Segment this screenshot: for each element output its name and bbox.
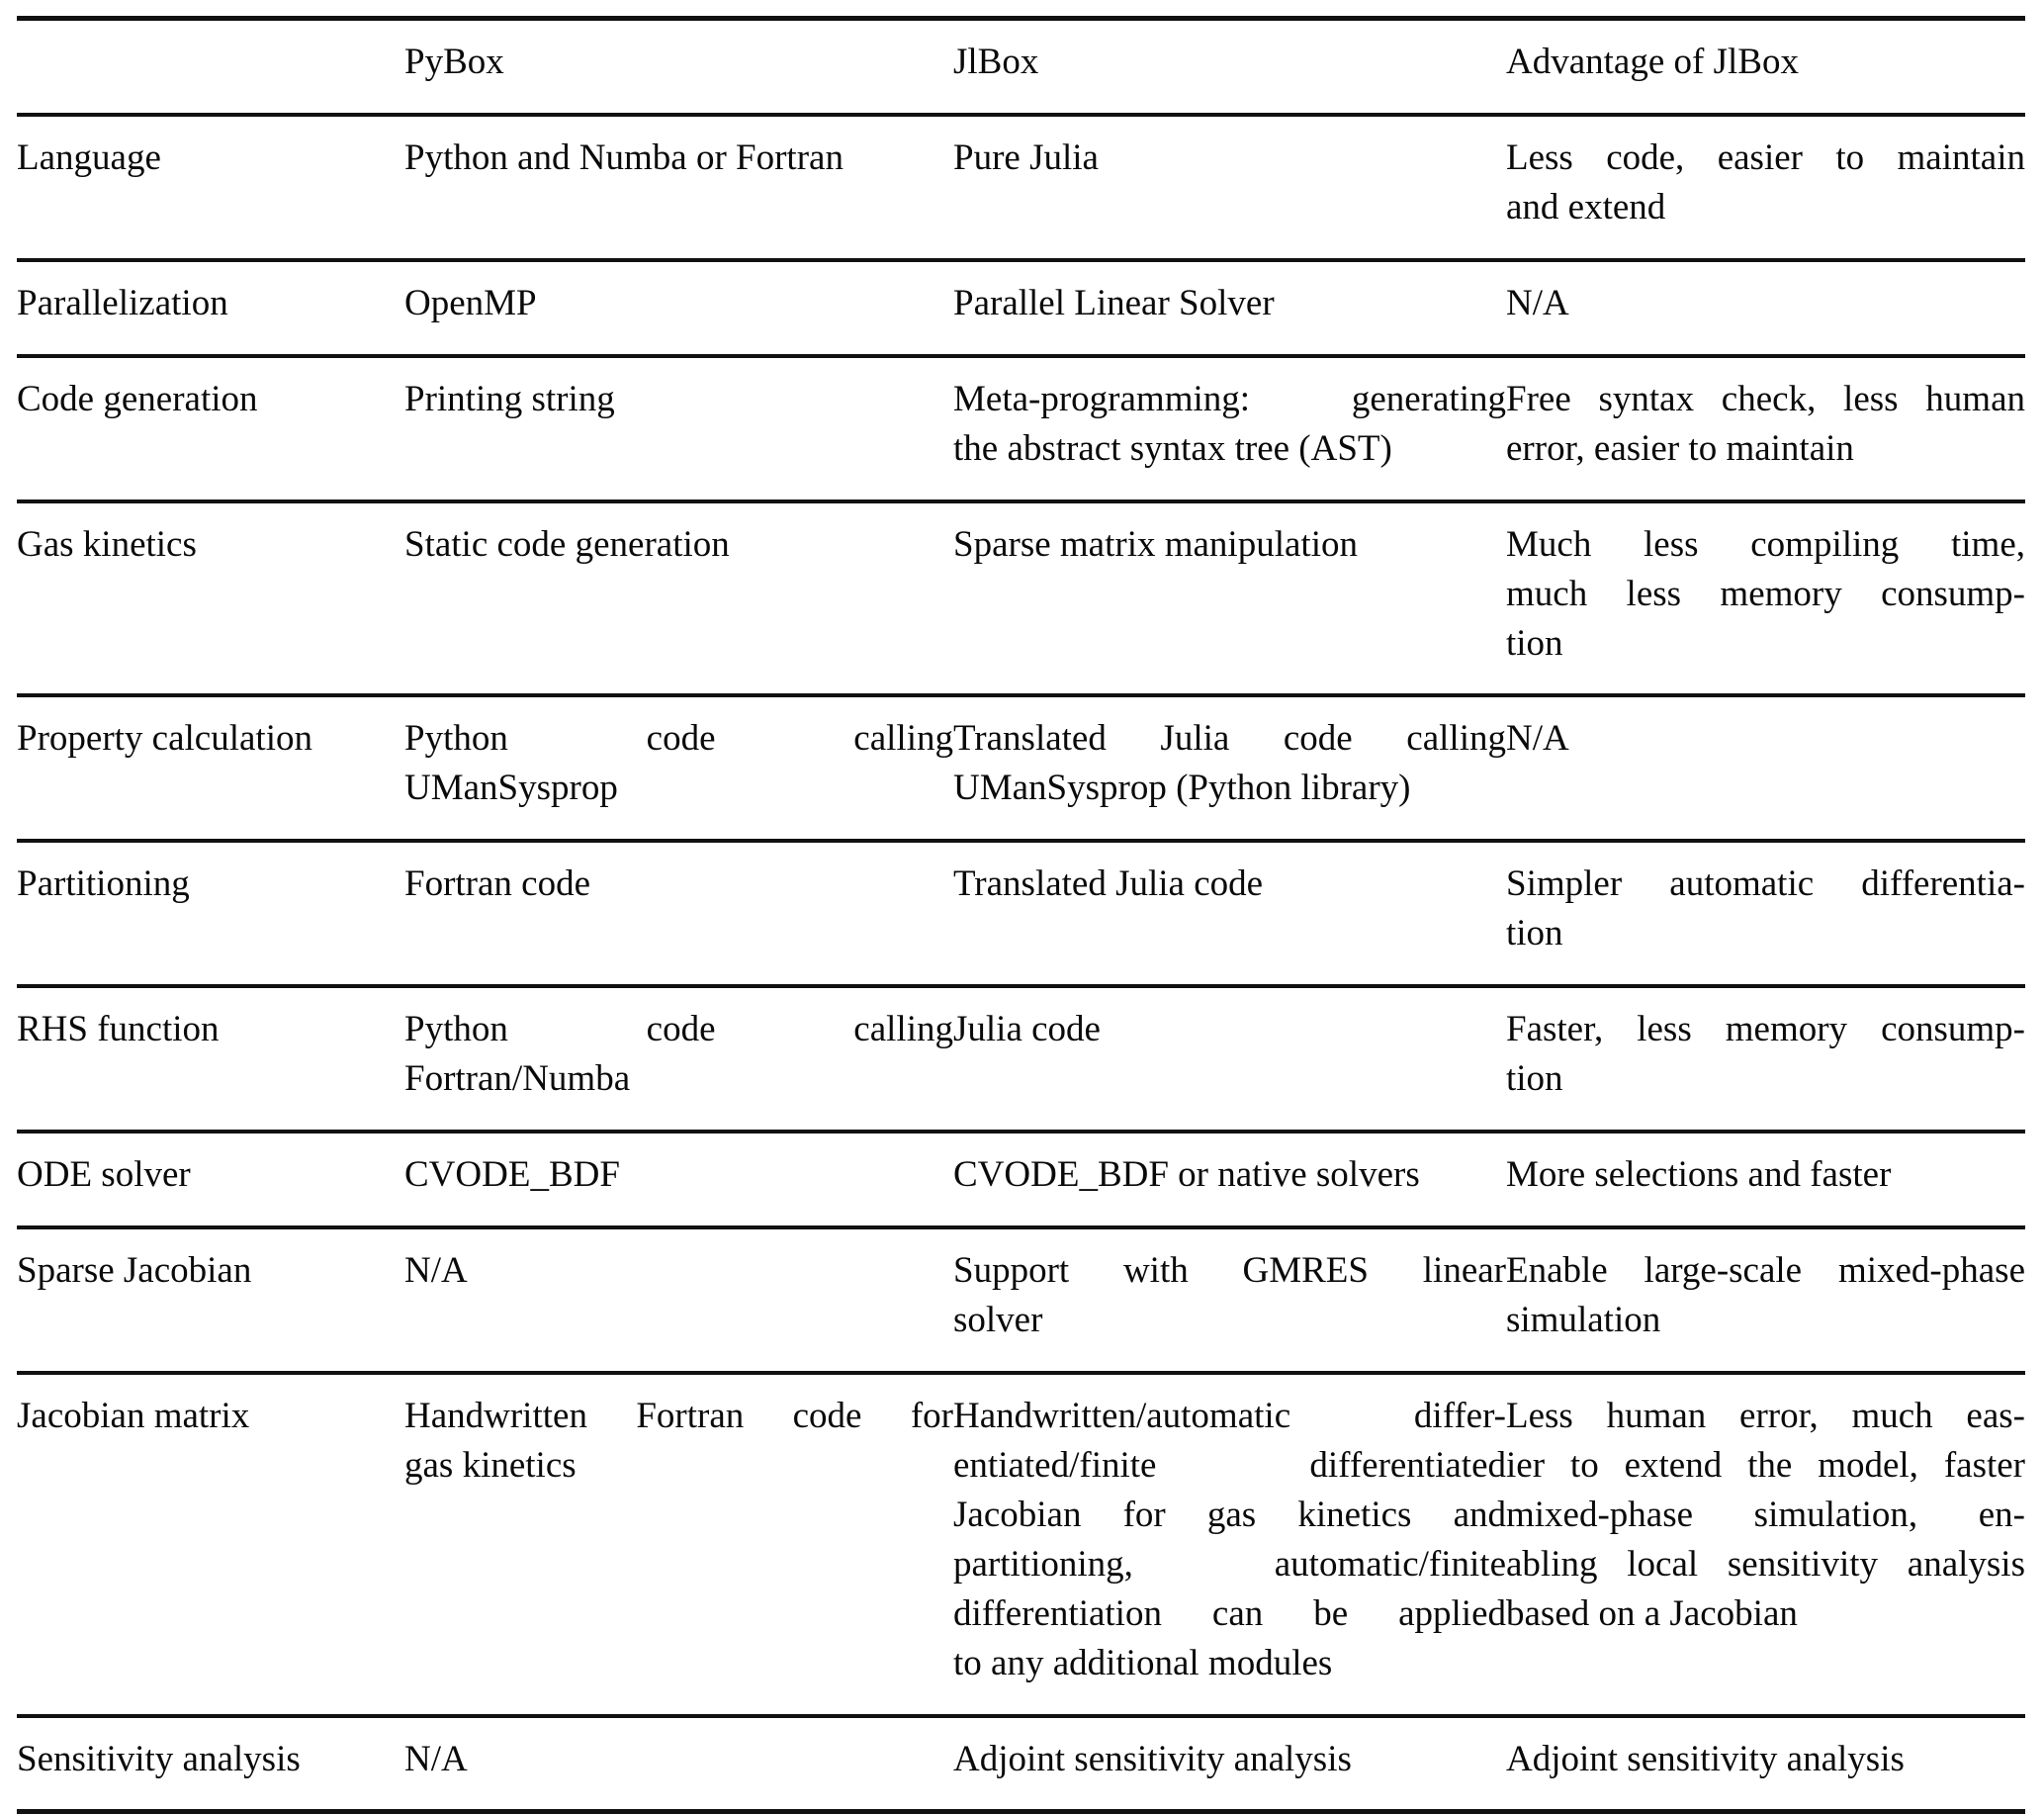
column-header-pybox: PyBox [404,19,953,115]
cell-line: Adjoint sensitivity analysis [1506,1738,1905,1779]
cell-line: entiated/finite differentiated [953,1444,1506,1486]
column-header-feature [17,19,404,115]
table-row [17,356,2025,501]
cell-line: Less human error, much eas- [1506,1395,2025,1436]
table-cell-feature [17,1373,404,1716]
cell-line: partitioning, automatic/finite [953,1543,1506,1585]
table-cell-feature [17,1716,404,1812]
cell-line: abling local sensitivity analysis [1506,1543,2025,1585]
table-cell-advantage [1506,115,2025,260]
table-row [17,115,2025,260]
cell-line: error, easier to maintain [1506,427,1854,469]
cell-line: ier to extend the model, faster [1506,1444,2025,1486]
cell-line: Sparse matrix manipulation [953,523,1358,565]
cell-line: to any additional modules [953,1642,1333,1683]
cell-line: Sensitivity analysis [17,1738,301,1779]
cell-line: Adjoint sensitivity analysis [953,1738,1352,1779]
cell-line: Julia code [953,1009,1101,1050]
cell-line: gas kinetics [404,1444,577,1486]
cell-line: and extend [1506,186,1666,227]
cell-line: the abstract syntax tree (AST) [953,427,1392,469]
cell-line: Jacobian for gas kinetics and [953,1494,1506,1535]
table-cell-jlbox [953,841,1506,986]
cell-line: Jacobian matrix [17,1395,250,1436]
table-row [17,695,2025,841]
column-header-advantage: Advantage of JlBox [1506,19,2025,115]
cell-line: N/A [404,1250,468,1291]
cell-line: Much less compiling time, [1506,523,2025,565]
cell-line: Parallel Linear Solver [953,282,1275,323]
table-cell-feature [17,356,404,501]
table-row [17,1716,2025,1812]
cell-line: Property calculation [17,718,312,760]
cell-line: Printing string [404,378,615,419]
cell-line: Meta-programming: generating [953,378,1506,419]
table-cell-pybox [404,501,953,696]
table-cell-pybox [404,695,953,841]
cell-line: Enable large-scale mixed-phase [1506,1250,2025,1291]
cell-line: ODE solver [17,1154,191,1196]
table-cell-advantage [1506,1227,2025,1373]
cell-line: simulation [1506,1299,1661,1340]
cell-line: Static code generation [404,523,730,565]
table-cell-jlbox [953,356,1506,501]
cell-line: much less memory consump- [1506,573,2025,614]
comparison-table-container [17,16,2025,1814]
table-cell-pybox [404,356,953,501]
cell-line: Handwritten Fortran code for [404,1395,953,1436]
table-cell-feature [17,501,404,696]
table-cell-pybox [404,986,953,1132]
table-cell-advantage [1506,1373,2025,1716]
table-cell-jlbox [953,1373,1506,1716]
cell-line: Faster, less memory consump- [1506,1009,2025,1050]
table-body [17,115,2025,1814]
cell-line: solver [953,1299,1043,1340]
cell-line: UManSysprop [404,768,618,809]
cell-line: Pure Julia [953,136,1099,178]
cell-line: tion [1506,913,1563,954]
table-cell-advantage [1506,501,2025,696]
table-cell-jlbox [953,986,1506,1132]
table-cell-feature [17,1132,404,1227]
table-cell-pybox [404,1227,953,1373]
cell-line: Parallelization [17,282,228,323]
table-cell-feature [17,841,404,986]
cell-line: Fortran/Numba [404,1058,631,1100]
table-cell-pybox [404,841,953,986]
table-cell-advantage [1506,1132,2025,1227]
cell-line: Language [17,136,161,178]
table-cell-jlbox [953,1716,1506,1812]
cell-line: Simpler automatic differentia- [1506,863,2025,905]
table-cell-jlbox [953,695,1506,841]
table-row [17,1373,2025,1716]
cell-line: Fortran code [404,863,591,905]
cell-line: N/A [1506,282,1569,323]
table-row [17,501,2025,696]
cell-line: Code generation [17,378,258,419]
table-row [17,1227,2025,1373]
cell-line: Partitioning [17,863,190,905]
table-cell-feature [17,260,404,356]
cell-line: based on a Jacobian [1506,1592,1798,1634]
table-cell-advantage [1506,260,2025,356]
cell-line: tion [1506,622,1563,664]
cell-line: CVODE_BDF or native solvers [953,1154,1420,1196]
table-header [17,19,2025,115]
cell-line: differentiation can be applied [953,1592,1506,1634]
cell-line: Python code calling [404,1009,953,1050]
cell-line: RHS function [17,1009,220,1050]
cell-line: Python and Numba or Fortran [404,136,844,178]
table-cell-pybox [404,1373,953,1716]
table-cell-jlbox [953,501,1506,696]
cell-line: More selections and faster [1506,1154,1892,1196]
cell-line: Support with GMRES linear [953,1250,1506,1291]
table-cell-pybox [404,1132,953,1227]
table-cell-jlbox [953,115,1506,260]
cell-line: N/A [1506,718,1569,760]
cell-line: OpenMP [404,282,537,323]
table-cell-feature [17,986,404,1132]
table-cell-pybox [404,115,953,260]
table-cell-jlbox [953,1227,1506,1373]
table-row [17,986,2025,1132]
cell-line: mixed-phase simulation, en- [1506,1494,2025,1535]
table-cell-advantage [1506,841,2025,986]
cell-line: Handwritten/automatic differ- [953,1395,1506,1436]
table-row [17,260,2025,356]
table-header-row [17,19,2025,115]
column-header-jlbox: JlBox [953,19,1506,115]
cell-line: Translated Julia code [953,863,1264,905]
cell-line: UManSysprop (Python library) [953,768,1411,809]
table-cell-advantage [1506,356,2025,501]
table-cell-feature [17,695,404,841]
cell-line: N/A [404,1738,468,1779]
cell-line: Less code, easier to maintain [1506,136,2025,178]
table-cell-pybox [404,1716,953,1812]
table-cell-advantage [1506,1716,2025,1812]
cell-line: Sparse Jacobian [17,1250,252,1291]
table-row [17,1132,2025,1227]
cell-line: CVODE_BDF [404,1154,620,1196]
cell-line: Translated Julia code calling [953,718,1506,760]
comparison-table [17,16,2025,1814]
table-cell-jlbox [953,260,1506,356]
cell-line: Python code calling [404,718,953,760]
table-cell-advantage [1506,695,2025,841]
table-cell-advantage [1506,986,2025,1132]
table-cell-feature [17,115,404,260]
table-cell-feature [17,1227,404,1373]
table-cell-jlbox [953,1132,1506,1227]
cell-line: tion [1506,1058,1563,1100]
table-cell-pybox [404,260,953,356]
table-row [17,841,2025,986]
cell-line: Free syntax check, less human [1506,378,2025,419]
cell-line: Gas kinetics [17,523,197,565]
